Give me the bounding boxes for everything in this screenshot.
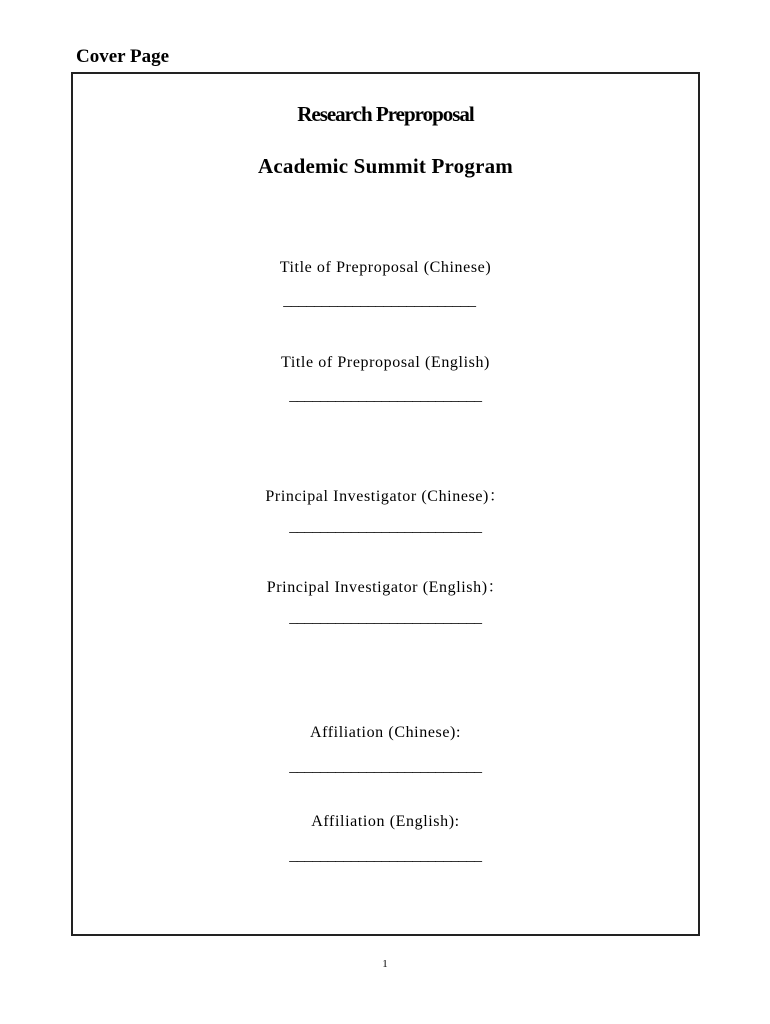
cover-frame: [71, 72, 700, 936]
field-label-affiliation-chinese: Affiliation (Chinese):: [309, 724, 462, 741]
field-blank-pi-english[interactable]: _________________________: [289, 609, 482, 626]
field-label-pi-chinese: Principal Investigator (Chinese)：: [265, 488, 506, 505]
field-blank-affiliation-english[interactable]: _________________________: [289, 847, 482, 864]
page-number: 1: [382, 958, 388, 970]
field-label-affiliation-english: Affiliation (English):: [311, 813, 460, 830]
document-title: Research Preproposal: [297, 102, 474, 126]
field-blank-title-english[interactable]: _________________________: [289, 387, 482, 404]
program-name: Academic Summit Program: [258, 154, 513, 178]
cover-page-heading: Cover Page: [76, 46, 170, 67]
field-label-title-english: Title of Preproposal (English): [281, 354, 490, 371]
field-blank-title-chinese[interactable]: _________________________: [283, 292, 476, 309]
field-label-title-chinese: Title of Preproposal (Chinese): [279, 259, 492, 276]
field-blank-pi-chinese[interactable]: _________________________: [289, 518, 482, 535]
field-blank-affiliation-chinese[interactable]: _________________________: [289, 758, 482, 775]
field-label-pi-english: Principal Investigator (English)：: [266, 579, 505, 596]
